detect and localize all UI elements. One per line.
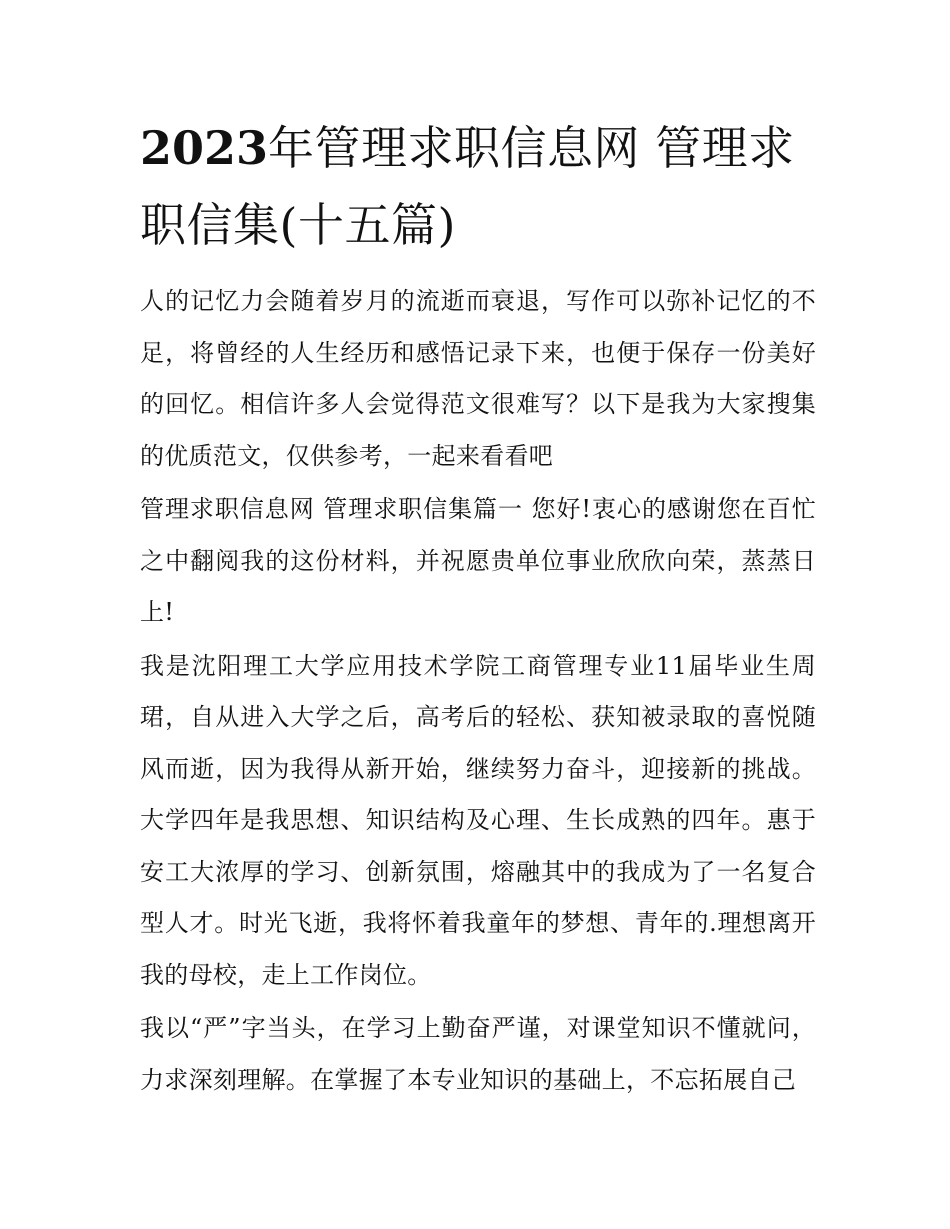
title-year: 2023 (140, 121, 269, 175)
document-title (140, 110, 820, 264)
study-attitude-paragraph: 我以“严”字当头，在学习上勤奋严谨，对课堂知识不懂就问，力求深刻理解。在掌握了本专业知识的基础上，不忘拓展自己 (140, 1014, 816, 1094)
self-introduction-paragraph: 我是沈阳理工大学应用技术学院工商管理专业11届毕业生周珺，自从进入大学之后，高考后的轻松、获知被录取的喜悦随风而逝，因为我得从新开始，继续努力奋斗，迎接新的挑战。大学四年是我思想、知识结构及心理、生长成熟的四年。惠于安工大浓厚的学习、创新氛围，熔融其中的我成为了一名复合型人才。时光飞逝，我将怀着我童年的梦想、青年的.理想离开我的母校，走上工作岗位。 (140, 651, 816, 989)
document-body (140, 276, 816, 1108)
intro-paragraph: 人的记忆力会随着岁月的流逝而衰退，写作可以弥补记忆的不足，将曾经的人生经历和感悟记录下来，也便于保存一份美好的回忆。相信许多人会觉得范文很难写？以下是我为大家搜集的优质范文，仅供参考，一起来看看吧 (140, 287, 816, 470)
title-text: 年管理求职信息网 管理求职信集(十五篇) (140, 121, 795, 252)
letter-opening-paragraph: 管理求职信息网 管理求职信集篇一 您好!衷心的感谢您在百忙之中翻阅我的这份材料，并祝愿贵单位事业欣欣向荣，蒸蒸日上! (140, 495, 816, 626)
